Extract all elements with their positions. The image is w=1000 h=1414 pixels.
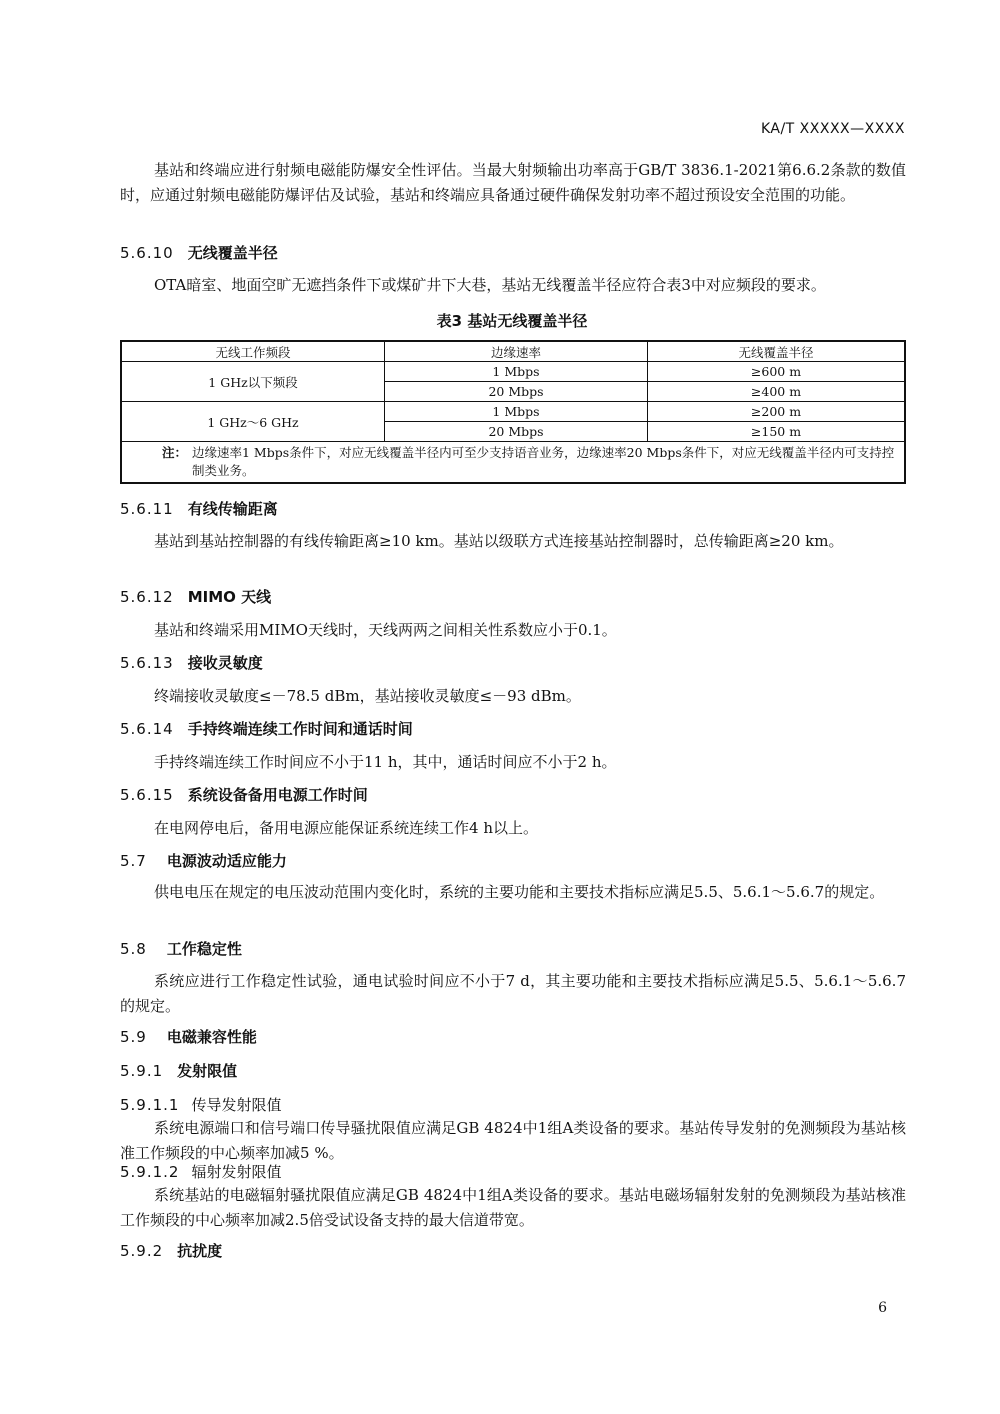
radius-cell: ≥200 m bbox=[648, 402, 906, 422]
rate-cell: 1 Mbps bbox=[385, 402, 648, 422]
section-title: 抗扰度 bbox=[177, 1242, 223, 1260]
section-5-9-1-2-text: 系统基站的电磁辐射骚扰限值应满足GB 4824中1组A类设备的要求。基站电磁场辐射发射的免测频段为基站核准工作频段的中心频率加减2.5倍受试设备支持的最大信道带宽。 bbox=[120, 1186, 906, 1229]
rate-cell: 20 Mbps bbox=[385, 422, 648, 442]
section-5-7-text: 供电电压在规定的电压波动范围内变化时，系统的主要功能和主要技术指标应满足5.5、5.6.1～5.6.7的规定。 bbox=[154, 883, 885, 901]
table-header-cell: 无线工作频段 bbox=[121, 341, 385, 362]
section-number: 5.8 bbox=[120, 940, 147, 958]
section-title: 电磁兼容性能 bbox=[166, 1028, 257, 1046]
section-5-8-text: 系统应进行工作稳定性试验，通电试验时间应不小于7 d，其主要功能和主要技术指标应满足5.5、5.6.1～5.6.7的规定。 bbox=[120, 972, 906, 1015]
section-number: 5.6.13 bbox=[120, 654, 174, 672]
section-number: 5.7 bbox=[120, 852, 147, 870]
section-title: 无线覆盖半径 bbox=[187, 244, 278, 262]
section-5-6-14-heading bbox=[120, 718, 413, 740]
section-5-6-15-text: 在电网停电后，备用电源应能保证系统连续工作4 h以上。 bbox=[154, 819, 538, 837]
section-title: 电源波动适应能力 bbox=[166, 852, 287, 870]
section-number: 5.9.1.1 bbox=[120, 1096, 180, 1114]
section-number: 5.9.2 bbox=[120, 1242, 164, 1260]
section-5-6-12-text: 基站和终端采用MIMO天线时，天线两两之间相关性系数应小于0.1。 bbox=[154, 621, 617, 639]
section-number: 5.6.12 bbox=[120, 588, 174, 606]
section-5-6-13-heading bbox=[120, 652, 263, 674]
section-number: 5.6.15 bbox=[120, 786, 174, 804]
coverage-radius-table bbox=[120, 340, 906, 484]
table-note bbox=[121, 442, 905, 484]
intro-paragraph: 基站和终端应进行射频电磁能防爆安全性评估。当最大射频输出功率高于GB/T 3836.1-2021第6.6.2条款的数值时，应通过射频电磁能防爆评估及试验，基站和终端应具备通过硬件确保发射功率不超过预设安全范围的功能。 bbox=[120, 161, 906, 204]
page-number: 6 bbox=[878, 1300, 887, 1316]
section-number: 5.9 bbox=[120, 1028, 147, 1046]
section-5-8-heading bbox=[120, 938, 242, 960]
section-title: 传导发射限值 bbox=[191, 1096, 282, 1114]
radius-cell: ≥150 m bbox=[648, 422, 906, 442]
rate-cell: 20 Mbps bbox=[385, 382, 648, 402]
table-row bbox=[121, 402, 905, 422]
section-title: 辐射发射限值 bbox=[191, 1163, 282, 1181]
section-5-6-12-heading bbox=[120, 586, 271, 608]
section-5-6-15-heading bbox=[120, 784, 368, 806]
section-5-6-11-text: 基站到基站控制器的有线传输距离≥10 km。基站以级联方式连接基站控制器时，总传输距离≥20 km。 bbox=[154, 532, 844, 550]
section-title: 接收灵敏度 bbox=[187, 654, 263, 672]
radius-cell: ≥400 m bbox=[648, 382, 906, 402]
section-5-9-1-1-text: 系统电源端口和信号端口传导骚扰限值应满足GB 4824中1组A类设备的要求。基站传导发射的免测频段为基站核准工作频段的中心频率加减5 %。 bbox=[120, 1119, 906, 1162]
section-5-7-heading bbox=[120, 850, 287, 872]
rate-cell: 1 Mbps bbox=[385, 362, 648, 382]
table-note-row bbox=[121, 442, 905, 484]
section-5-6-10-heading bbox=[120, 242, 278, 264]
band-cell: 1 GHz以下频段 bbox=[121, 362, 385, 402]
section-title: 系统设备备用电源工作时间 bbox=[187, 786, 368, 804]
section-5-9-1-2-heading bbox=[120, 1161, 282, 1183]
standard-code: KA/T XXXXX—XXXX bbox=[760, 121, 905, 137]
table-header-cell: 无线覆盖半径 bbox=[648, 341, 906, 362]
section-number: 5.6.14 bbox=[120, 720, 174, 738]
band-cell: 1 GHz～6 GHz bbox=[121, 402, 385, 442]
radius-cell: ≥600 m bbox=[648, 362, 906, 382]
section-number: 5.9.1.2 bbox=[120, 1163, 180, 1181]
section-5-6-13-text: 终端接收灵敏度≤－78.5 dBm，基站接收灵敏度≤－93 dBm。 bbox=[154, 687, 581, 705]
section-5-9-2-heading bbox=[120, 1240, 222, 1262]
table-row bbox=[121, 362, 905, 382]
section-5-9-1-heading bbox=[120, 1060, 237, 1082]
section-number: 5.6.10 bbox=[120, 244, 174, 262]
section-title: 手持终端连续工作时间和通话时间 bbox=[187, 720, 413, 738]
section-title: 工作稳定性 bbox=[166, 940, 242, 958]
table-header-cell: 边缘速率 bbox=[385, 341, 648, 362]
section-5-6-11-heading bbox=[120, 498, 278, 520]
section-number: 5.9.1 bbox=[120, 1062, 164, 1080]
section-5-6-10-text: OTA暗室、地面空旷无遮挡条件下或煤矿井下大巷，基站无线覆盖半径应符合表3中对应频段的要求。 bbox=[154, 276, 826, 294]
section-5-6-14-text: 手持终端连续工作时间应不小于11 h，其中，通话时间应不小于2 h。 bbox=[154, 753, 617, 771]
section-title: MIMO 天线 bbox=[187, 588, 272, 606]
section-title: 有线传输距离 bbox=[187, 500, 278, 518]
note-label: 注： bbox=[162, 445, 188, 460]
table-header-row bbox=[121, 341, 905, 362]
note-text: 边缘速率1 Mbps条件下，对应无线覆盖半径内可至少支持语音业务，边缘速率20 Mbps条件下，对应无线覆盖半径内可支持控制类业务。 bbox=[192, 445, 895, 478]
table-caption: 表3 基站无线覆盖半径 bbox=[436, 312, 588, 330]
section-number: 5.6.11 bbox=[120, 500, 174, 518]
section-title: 发射限值 bbox=[177, 1062, 238, 1080]
section-5-9-1-1-heading bbox=[120, 1094, 282, 1116]
section-5-9-heading bbox=[120, 1026, 257, 1048]
